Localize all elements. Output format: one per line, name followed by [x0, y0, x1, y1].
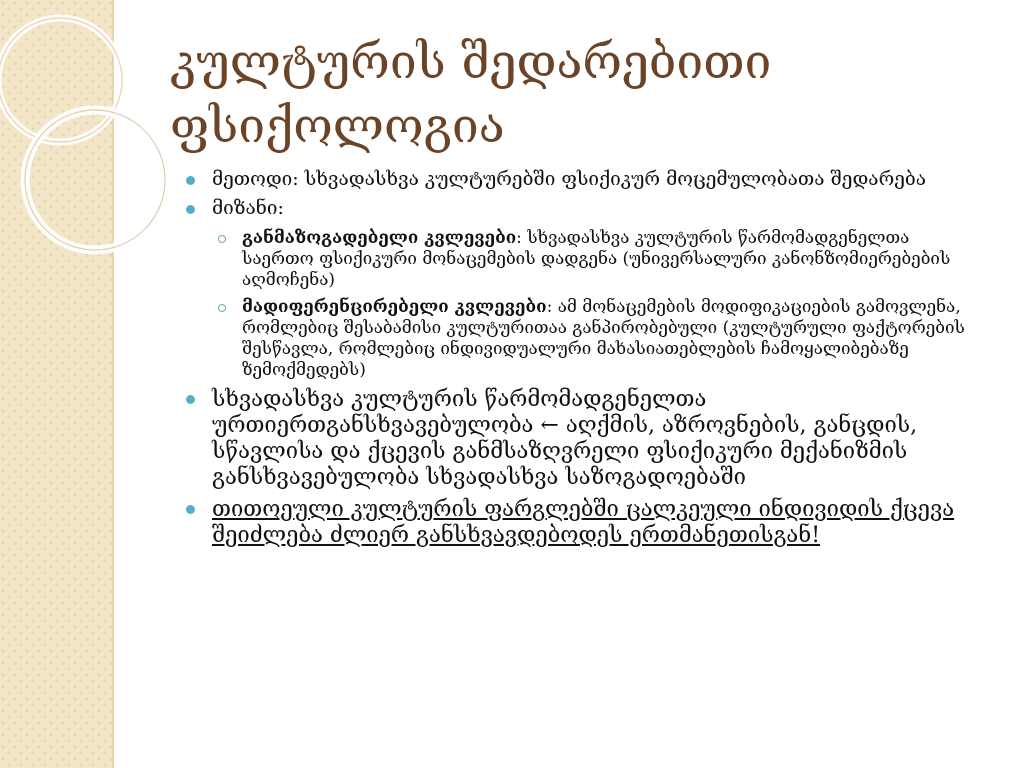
- slide-body: [180, 168, 980, 555]
- sub-bullet-differentiating: [212, 297, 980, 381]
- sub-bullet-generalizing: [212, 228, 980, 291]
- bullet-dot-icon: [186, 176, 195, 185]
- bullet-individual: [180, 497, 980, 549]
- bullet-individual-text: თითოეული კულტურის ფარგლებში ცალკეული ინდივიდის ქცევა შეიძლება ძლიერ განსხვავდებოდეს ერთმანეთისგან!: [212, 497, 955, 548]
- bullet-dot-icon: [186, 505, 195, 514]
- bullet-method: [180, 168, 980, 191]
- bullet-differences-text: სხვადასხვა კულტურის წარმომადგენელთა ურთიერთგანსხვავებულობა ← აღქმის, აზროვნების, განცდის, სწავლისა და ქცევის განმსაზღვრელი ფსიქიკური მექანიზმის განსხვავებულობა სხვადასხვა საზოგადოებაში: [212, 387, 918, 490]
- sub-bullet-generalizing-text: : სხვადასხვა კულტურის წარმომადგენელთა საერთო ფსიქიკური მონაცემების დადგენა (უნივერსალური კანონზომიერებების აღმოჩენა): [242, 228, 951, 290]
- bullet-method-text: მეთოდი: სხვადასხვა კულტურებში ფსიქიკურ მოცემულობათა შედარება: [212, 168, 927, 190]
- sub-bullet-generalizing-term: განმაზოგადებელი კვლევები: [242, 228, 517, 248]
- bullet-differences: [180, 387, 980, 491]
- bullet-dot-icon: [186, 395, 195, 404]
- bullet-goal-text: მიზანი:: [212, 197, 284, 219]
- bullet-goal: [180, 197, 980, 381]
- bullet-list: [180, 168, 980, 549]
- sub-bullet-differentiating-text: : ამ მონაცემების მოდიფიკაციების გამოვლენა, რომლებიც შესაბამისი კულტურითაა განპირობებული (კულტურული ფაქტორების შესწავლა, რომლებიც ინდივიდუალური მახასიათებლების ჩამოყალიბებაზე ზემოქმედებს): [242, 297, 965, 380]
- sub-bullet-ring-icon: [218, 304, 226, 312]
- sub-bullet-differentiating-term: მადიფერენცირებელი კვლევები: [242, 297, 547, 317]
- sub-bullet-ring-icon: [218, 235, 226, 243]
- bullet-dot-icon: [186, 205, 195, 214]
- slide-title: კულტურის შედარებითი ფსიქოლოგია: [170, 34, 772, 154]
- sub-bullet-list: [212, 228, 980, 381]
